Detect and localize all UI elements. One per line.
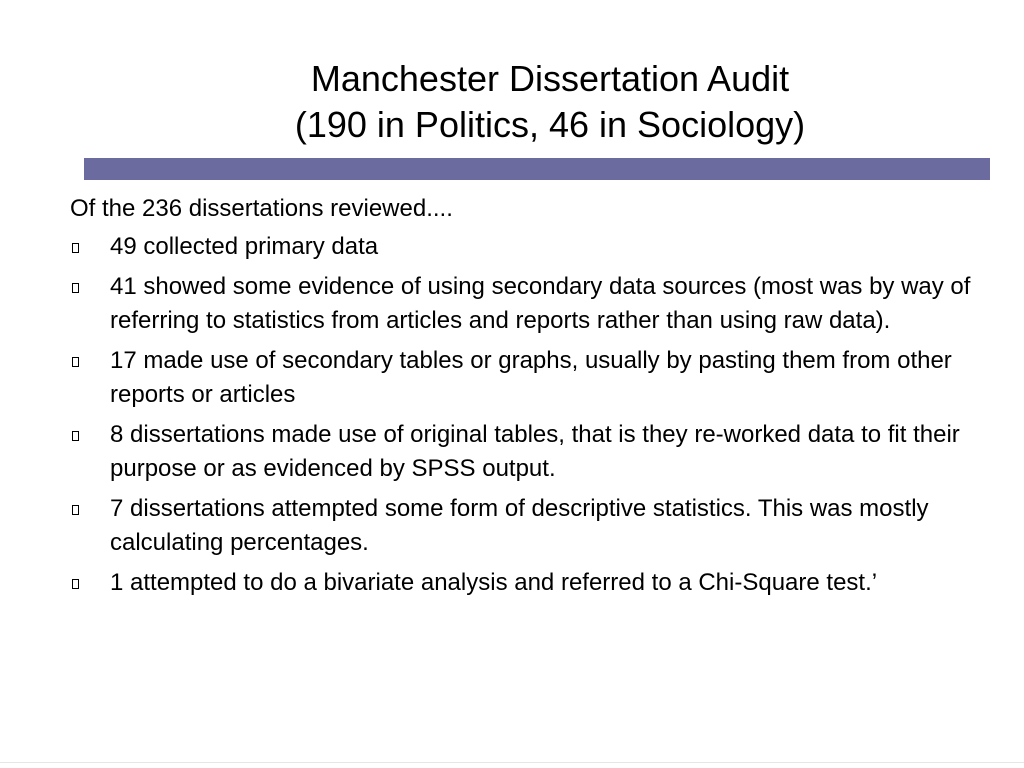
bullet-list <box>72 230 972 606</box>
bullet-item-2 <box>72 270 972 338</box>
bullet-item-5 <box>72 492 972 560</box>
intro-text: Of the 236 dissertations reviewed.... <box>70 195 453 222</box>
bullet-text-4: 8 dissertations made use of original tables, that is they re-worked data to fit their purpose or as evidenced by SPSS output. <box>110 421 960 482</box>
slide-title-line-1: Manchester Dissertation Audit <box>310 58 790 99</box>
bullet-text-5: 7 dissertations attempted some form of descriptive statistics. This was mostly calculating percentages. <box>110 495 929 556</box>
title-underline-bar <box>84 158 990 180</box>
bullet-item-4 <box>72 418 972 486</box>
bullet-box-icon <box>72 431 79 441</box>
bottom-rule <box>0 762 1024 763</box>
bullet-text-3: 17 made use of secondary tables or graphs, usually by pasting them from other reports or articles <box>110 347 952 408</box>
bullet-text-2: 41 showed some evidence of using secondary data sources (most was by way of referring to statistics from articles and reports rather than using raw data). <box>110 273 971 334</box>
slide-title <box>140 56 960 148</box>
bullet-text-6: 1 attempted to do a bivariate analysis and referred to a Chi-Square test.’ <box>110 569 878 596</box>
bullet-box-icon <box>72 579 79 589</box>
bullet-box-icon <box>72 505 79 515</box>
bullet-box-icon <box>72 243 79 253</box>
bullet-text-1: 49 collected primary data <box>110 233 379 260</box>
bullet-item-1 <box>72 230 972 264</box>
bullet-box-icon <box>72 357 79 367</box>
slide-title-line-2: (190 in Politics, 46 in Sociology) <box>294 104 806 145</box>
bullet-item-3 <box>72 344 972 412</box>
bullet-box-icon <box>72 283 79 293</box>
bullet-item-6 <box>72 566 972 600</box>
